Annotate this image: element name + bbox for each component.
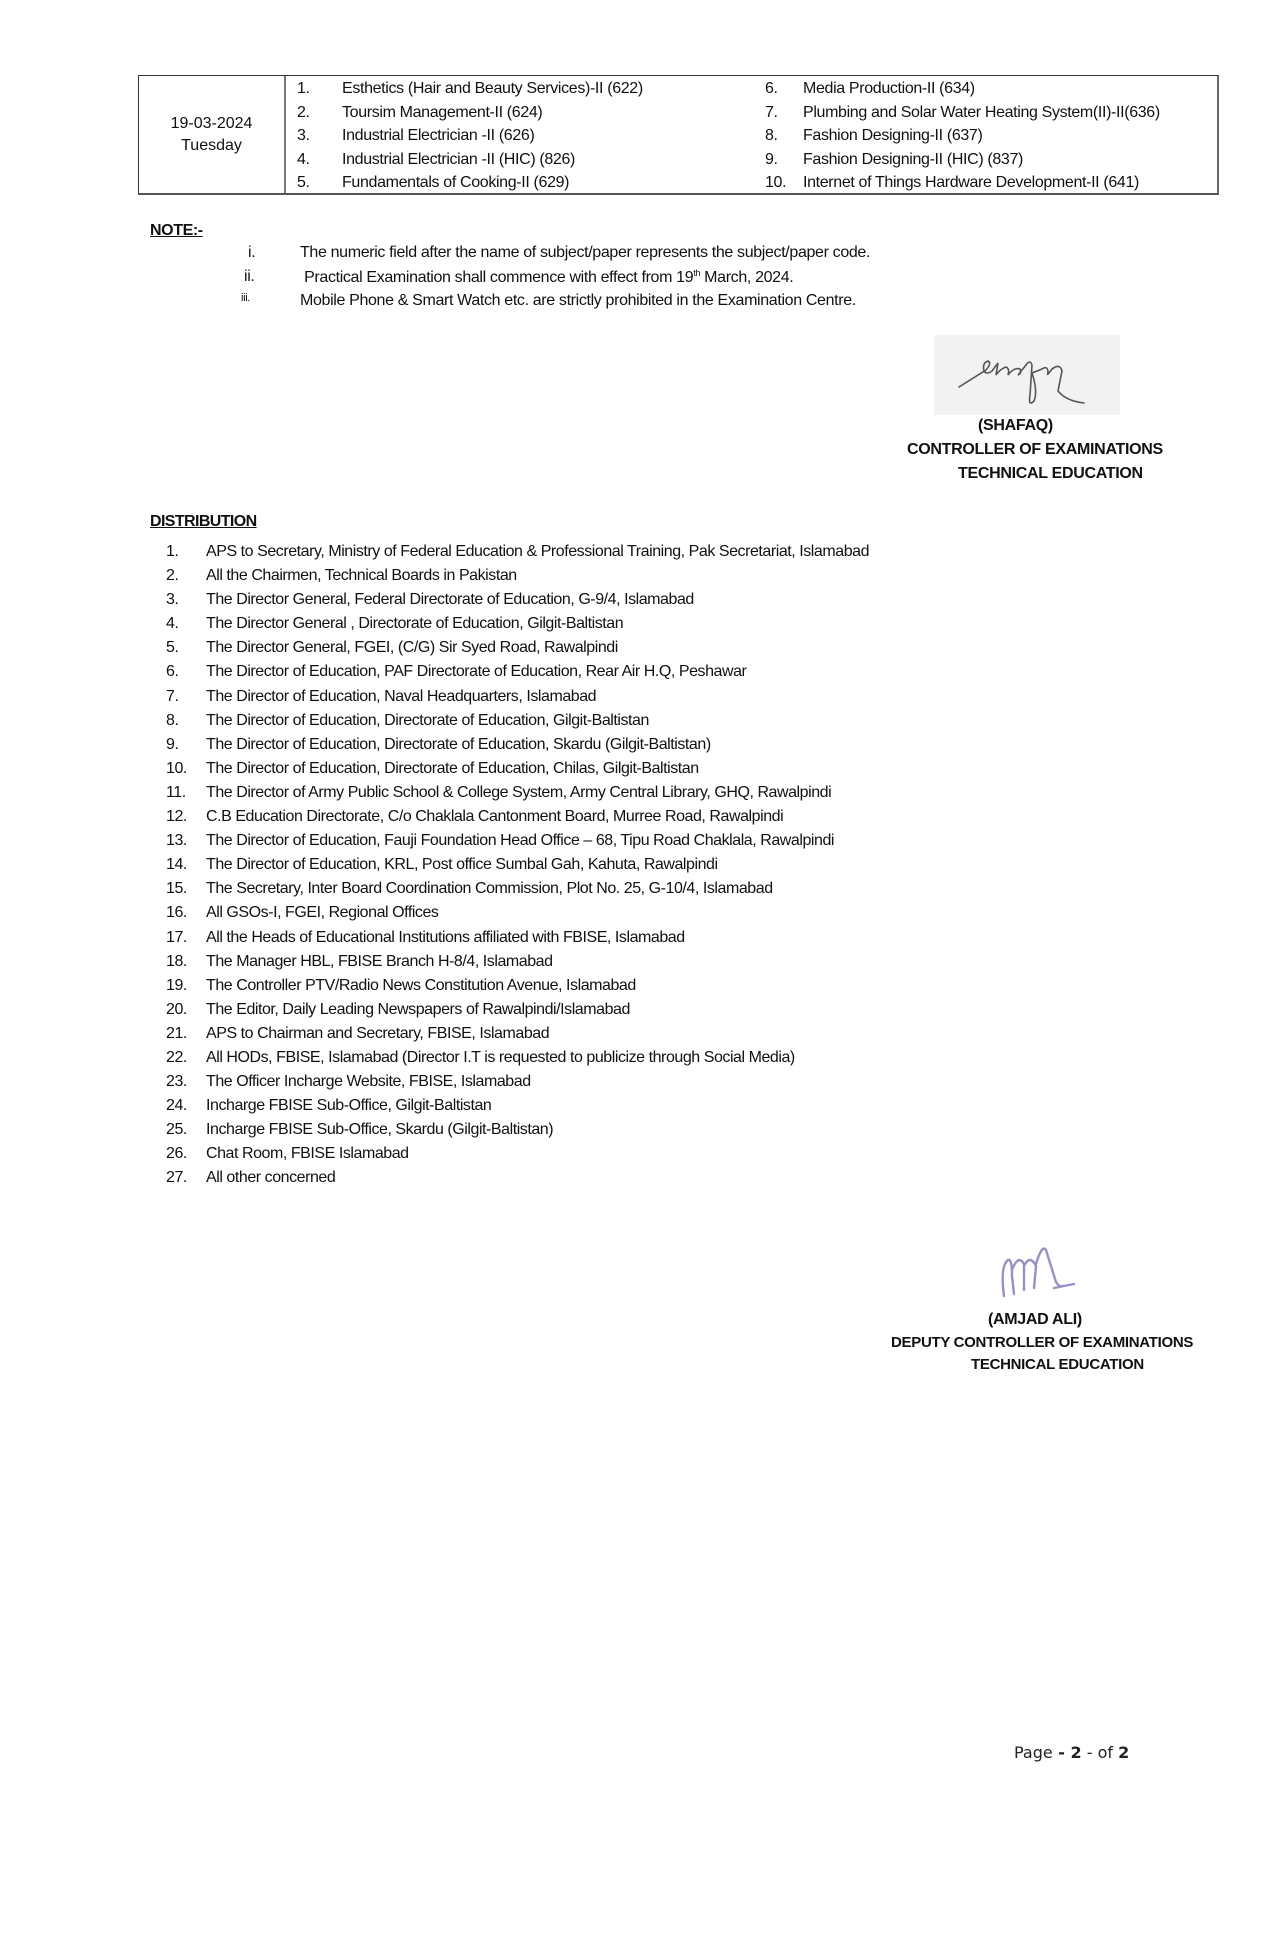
item-number: 19. [166,976,187,994]
subject-item [297,101,643,125]
distribution-item [166,901,869,925]
item-number: 17. [166,928,187,946]
distribution-item [166,1142,869,1166]
distribution-item [166,733,869,757]
subject-name: Esthetics (Hair and Beauty Services)-II (622) [342,80,643,97]
controller-name: (SHAFAQ) [978,417,1053,434]
item-number: 12. [166,808,187,826]
item-number: 13. [166,832,187,850]
item-text: All GSOs-I, FGEI, Regional Offices [206,904,439,922]
item-text: APS to Chairman and Secretary, FBISE, Islamabad [206,1024,550,1042]
subject-number: 10. [765,174,787,192]
item-number: 11. [166,783,186,801]
item-number: 6. [166,663,179,681]
distribution-list [166,540,869,1191]
separator: - of [1081,1743,1119,1762]
item-number: 4. [166,615,179,633]
item-number: 22. [166,1048,187,1066]
subject-item [765,148,1160,172]
item-number: 3. [166,591,179,609]
deputy-department: TECHNICAL EDUCATION [971,1356,1144,1373]
subject-item [297,171,643,195]
item-text: The Director of Education, Naval Headquarters, Islamabad [206,687,597,705]
current-page: 2 [1070,1743,1082,1762]
item-text: All HODs, FBISE, Islamabad (Director I.T is requested to publicize through Social Media) [206,1048,795,1066]
distribution-item [166,1094,869,1118]
distribution-item [166,998,869,1022]
distribution-item [166,564,869,588]
note-text [300,268,793,287]
note-text-part: March, 2024. [700,269,794,286]
subject-item [297,148,643,172]
separator: - [1052,1743,1071,1762]
item-text: The Officer Incharge Website, FBISE, Islamabad [206,1073,531,1091]
item-number: 15. [166,880,187,898]
subject-list-left [297,77,643,195]
distribution-item [166,1118,869,1142]
subject-item [765,101,1160,125]
ordinal-suffix: th [693,268,701,278]
item-text: The Controller PTV/Radio News Constitution Avenue, Islamabad [206,976,636,994]
subject-number: 5. [297,174,310,192]
item-number: 7. [166,687,179,705]
item-text: The Director of Education, Directorate of Education, Chilas, Gilgit-Baltistan [206,759,699,777]
page-number [1014,1743,1129,1762]
controller-title: CONTROLLER OF EXAMINATIONS [907,441,1163,458]
item-number: 25. [166,1121,187,1139]
item-text: The Director of Education, Directorate of Education, Skardu (Gilgit-Baltistan) [206,735,711,753]
item-number: 27. [166,1169,187,1187]
note-text: The numeric field after the name of subject/paper represents the subject/paper code. [300,244,871,261]
distribution-item [166,1022,869,1046]
item-text: The Director of Education, Fauji Foundation Head Office – 68, Tipu Road Chaklala, Rawalpindi [206,832,835,850]
distribution-item [166,588,869,612]
item-number: 14. [166,856,187,874]
distribution-item [166,1070,869,1094]
note-heading: NOTE:- [150,222,203,239]
handwritten-signature-icon [934,335,1120,415]
exam-day: Tuesday [181,136,242,154]
subject-number: 7. [765,103,778,121]
subject-name: Industrial Electrician -II (HIC) (826) [342,150,575,168]
item-text: All the Chairmen, Technical Boards in Pakistan [206,567,517,585]
item-number: 5. [166,639,179,657]
distribution-item [166,660,869,684]
subject-name: Fashion Designing-II (HIC) (837) [803,150,1023,168]
distribution-item [166,805,869,829]
deputy-name [988,1308,1082,1332]
item-text: The Director of Army Public School & College System, Army Central Library, GHQ, Rawalpindi [206,783,832,801]
subject-number: 2. [297,103,310,121]
item-text: APS to Secretary, Ministry of Federal Education & Professional Training, Pak Secretariat, Islamabad [206,543,870,560]
item-number: 16. [166,904,187,922]
subject-name: Fundamentals of Cooking-II (629) [342,174,570,192]
handwritten-signature-icon [990,1236,1110,1306]
distribution-item [166,1046,869,1070]
item-text: Chat Room, FBISE Islamabad [206,1145,409,1163]
subject-number: 9. [765,150,778,168]
distribution-item [166,1166,869,1190]
exam-date: 19-03-2024 [170,114,253,132]
item-text: All the Heads of Educational Institutions affiliated with FBISE, Islamabad [206,928,685,946]
signature-image-amjad [990,1236,1110,1306]
date-cell [139,76,286,193]
deputy-title: DEPUTY CONTROLLER OF EXAMINATIONS [891,1334,1194,1351]
note-number: ii. [244,268,255,285]
item-text: All other concerned [206,1169,336,1187]
distribution-item [166,636,869,660]
item-number: 8. [166,711,179,729]
subject-name: Media Production-II (634) [803,80,975,97]
item-number: 26. [166,1145,187,1163]
note-number: iii. [241,292,250,304]
total-pages: 2 [1118,1743,1130,1762]
controller-department: TECHNICAL EDUCATION [958,465,1143,482]
item-text: The Director of Education, Directorate of Education, Gilgit-Baltistan [206,711,649,729]
subject-item [765,124,1160,148]
subject-number: 1. [297,80,310,97]
note-text-part: Practical Examination shall commence with effect from 19 [300,269,694,286]
item-text: The Director General, Federal Directorate of Education, G-9/4, Islamabad [206,591,694,609]
page-label: Page [1014,1743,1053,1762]
subject-name: Internet of Things Hardware Development-II (641) [803,174,1139,192]
subject-number: 6. [765,80,778,97]
distribution-item [166,709,869,733]
note-number: i. [248,244,256,261]
item-text: The Director General, FGEI, (C/G) Sir Syed Road, Rawalpindi [206,639,618,657]
distribution-item [166,950,869,974]
subject-list-right [765,77,1160,195]
item-text: The Editor, Daily Leading Newspapers of Rawalpindi/Islamabad [206,1000,630,1018]
item-number: 2. [166,567,179,585]
subject-name: Toursim Management-II (624) [342,103,543,121]
item-text: The Director General , Directorate of Education, Gilgit-Baltistan [206,615,624,633]
item-text: The Director of Education, KRL, Post office Sumbal Gah, Kahuta, Rawalpindi [206,856,718,874]
distribution-item [166,612,869,636]
distribution-item [166,926,869,950]
item-number: 24. [166,1097,187,1115]
subject-number: 3. [297,127,310,145]
subject-item [765,77,1160,101]
item-number: 9. [166,735,179,753]
item-text: The Manager HBL, FBISE Branch H-8/4, Islamabad [206,952,553,970]
item-text: The Director of Education, PAF Directorate of Education, Rear Air H.Q, Peshawar [206,663,747,681]
subject-name: Plumbing and Solar Water Heating System(II)-II(636) [803,103,1160,121]
subject-item [297,77,643,101]
distribution-item [166,781,869,805]
subject-name: Industrial Electrician -II (626) [342,127,535,145]
distribution-heading: DISTRIBUTION [150,513,257,530]
distribution-item [166,540,869,564]
subject-item [765,171,1160,195]
distribution-item [166,877,869,901]
note-text: Mobile Phone & Smart Watch etc. are strictly prohibited in the Examination Centre. [300,292,856,309]
subject-item [297,124,643,148]
item-number: 18. [166,952,187,970]
distribution-item [166,829,869,853]
distribution-item [166,757,869,781]
item-number: 1. [166,543,179,560]
item-number: 10. [166,759,187,777]
distribution-item [166,974,869,998]
subject-number: 8. [765,127,778,145]
distribution-item [166,685,869,709]
item-number: 21. [166,1024,187,1042]
subject-name: Fashion Designing-II (637) [803,127,983,145]
schedule-table [138,75,1219,195]
item-text: C.B Education Directorate, C/o Chaklala Cantonment Board, Murree Road, Rawalpindi [206,808,784,826]
item-text: Incharge FBISE Sub-Office, Gilgit-Baltistan [206,1097,492,1115]
item-number: 23. [166,1073,187,1091]
item-number: 20. [166,1000,187,1018]
deputy-name-text: (AMJAD ALI) [988,1311,1082,1328]
distribution-item [166,853,869,877]
subject-number: 4. [297,150,310,168]
item-text: Incharge FBISE Sub-Office, Skardu (Gilgit-Baltistan) [206,1121,554,1139]
item-text: The Secretary, Inter Board Coordination Commission, Plot No. 25, G-10/4, Islamabad [206,880,773,898]
signature-image-shafaq [934,335,1120,415]
